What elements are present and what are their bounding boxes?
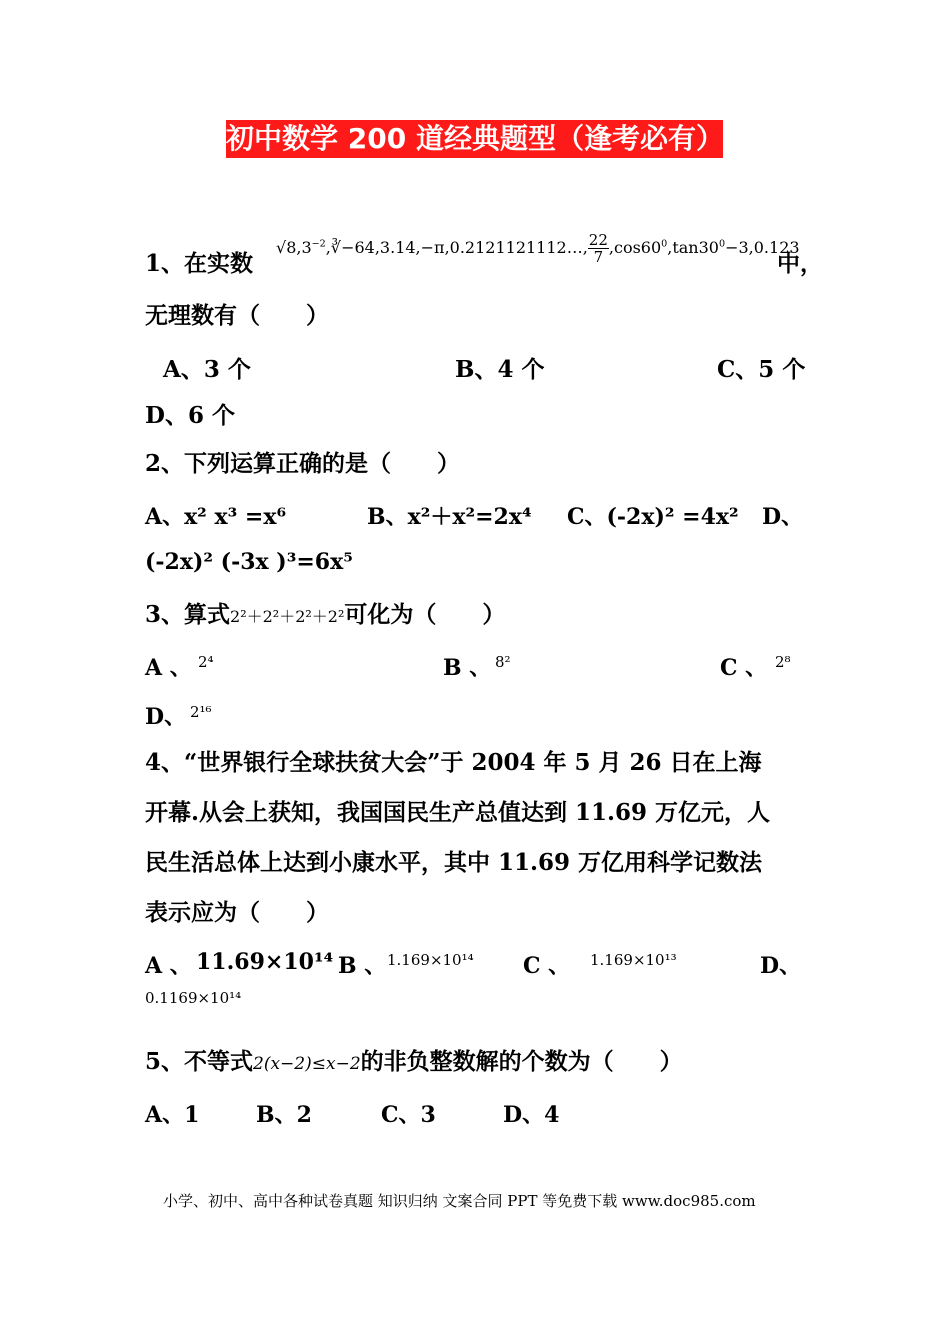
q5-expr: 2(x−2)≤x−2: [253, 1054, 361, 1074]
q4-option-a-label: A 、: [145, 953, 192, 979]
q1-expr-c: ,cos60: [608, 238, 662, 257]
q2-option-d-label: D、: [762, 504, 804, 530]
q4-option-c-value: 1.169×10¹³: [590, 951, 677, 969]
q4-option-a-value: 11.69×10¹⁴: [196, 949, 334, 975]
q1-option-c: C、5 个: [717, 356, 806, 383]
q4-stem-line1: 4、“世界银行全球扶贫大会”于 2004 年 5 月 26 日在上海: [145, 749, 762, 776]
q4-stem-line3: 民生活总体上达到小康水平，其中 11.69 万亿用科学记数法: [145, 849, 763, 876]
q3-option-a-value: 2⁴: [198, 653, 214, 671]
q3-expr: 2²＋2²＋2²＋2²: [230, 607, 345, 626]
q2-option-a: A、x² x³ =x⁶: [145, 504, 287, 530]
q1-frac-den: 7: [593, 248, 604, 266]
q2-option-b: B、x²＋x²=2x⁴: [367, 504, 532, 530]
q1-fraction: [588, 232, 609, 265]
q1-option-d: D、6 个: [145, 402, 235, 429]
q1-expr-b: ,∛−64,3.14,−π,0.2121121112…,: [325, 238, 588, 257]
page-footer: 小学、初中、高中各种试卷真题 知识归纳 文案合同 PPT 等免费下载 www.doc985.com: [163, 1192, 756, 1210]
q3-option-d-value: 2¹⁶: [190, 703, 212, 721]
q4-option-d-label: D、: [760, 953, 802, 979]
q1-expr-a-sup: −2: [311, 238, 326, 250]
q5-option-b: B、2: [256, 1102, 312, 1128]
q1-suffix: 中，: [777, 250, 823, 277]
q2-stem: 2、下列运算正确的是（ ）: [145, 450, 461, 477]
q1-expr-e: −3,0.123: [725, 238, 800, 257]
q5-option-d: D、4: [503, 1102, 560, 1128]
q4-stem-line2: 开幕.从会上获知，我国国民生产总值达到 11.69 万亿元，人: [145, 799, 771, 826]
page-title: 初中数学 200 道经典题型（逢考必有）: [226, 120, 723, 158]
q4-option-c-label: C 、: [523, 953, 571, 979]
q1-expr-c-sup: 0: [661, 238, 668, 250]
q1-stem-line1: [145, 249, 253, 279]
q1-expr-a: √8,3: [276, 238, 312, 257]
q3-prefix: 3、算式: [145, 601, 231, 628]
q3-option-c-value: 2⁸: [775, 653, 791, 671]
q1-prefix: 1、在实数: [145, 250, 254, 277]
q1-option-a: A、3 个: [163, 356, 251, 383]
q1-expr-d-sup: 0: [718, 238, 726, 250]
q5-option-a: A、1: [145, 1102, 200, 1128]
q3-suffix: 可化为（ ）: [344, 601, 506, 628]
q3-stem: [145, 600, 505, 632]
q1-option-b: B、4 个: [455, 356, 545, 383]
q4-option-d-value: 0.1169×10¹⁴: [145, 989, 242, 1007]
q1-stem-line2: 无理数有（ ）: [145, 302, 329, 329]
q5-prefix: 5、不等式: [145, 1048, 254, 1075]
q1-number-list: [276, 232, 800, 265]
q5-option-c: C、3: [381, 1102, 436, 1128]
q1-expr-d: ,tan30: [667, 238, 719, 257]
q3-option-d-label: D、: [145, 704, 187, 730]
q3-option-b-value: 8²: [495, 653, 511, 671]
q5-suffix: 的非负整数解的个数为（ ）: [360, 1048, 683, 1075]
q1-frac-num: 22: [588, 231, 608, 249]
q4-option-b-label: B 、: [338, 953, 387, 979]
q5-stem: [145, 1047, 683, 1079]
q3-option-a-label: A 、: [145, 655, 192, 681]
q4-stem-line4: 表示应为（ ）: [145, 899, 329, 926]
q2-option-c: C、(-2x)² =4x²: [567, 504, 739, 530]
q2-option-d-expr: (-2x)² (-3x )³=6x⁵: [145, 549, 353, 575]
q4-option-b-value: 1.169×10¹⁴: [387, 951, 474, 969]
q3-option-c-label: C 、: [720, 655, 768, 681]
q3-option-b-label: B 、: [443, 655, 492, 681]
